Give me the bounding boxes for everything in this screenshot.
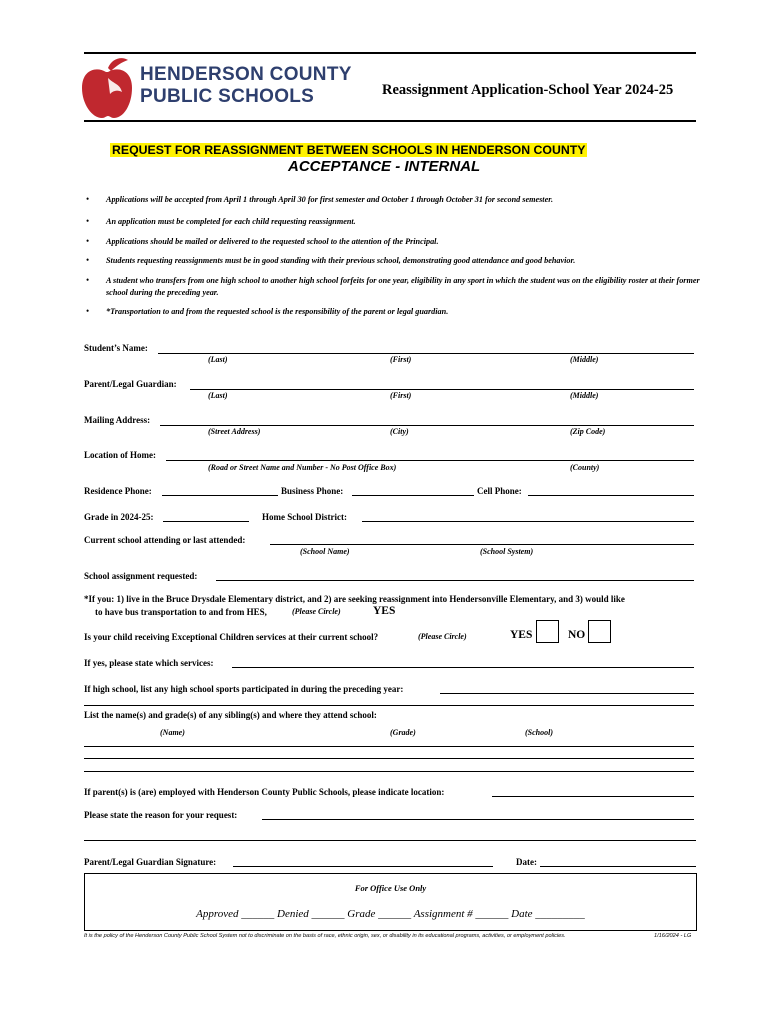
policy-statement: It is the policy of the Henderson County Public School System not to discriminate on the basis of race, ethnic origin, sex, or disability in its educational programs, activities, or employment policies. <box>84 933 566 939</box>
parent-guardian-field[interactable] <box>190 389 694 390</box>
current-school-field[interactable] <box>270 544 694 545</box>
sublabel-first: (First) <box>390 391 412 400</box>
main-heading: REQUEST FOR REASSIGNMENT BETWEEN SCHOOLS IN HENDERSON COUNTY <box>112 143 586 157</box>
ec-yes-checkbox[interactable] <box>536 620 559 643</box>
header-rule <box>84 120 696 122</box>
bullet-marker: • <box>86 275 90 285</box>
parent-guardian-label: Parent/Legal Guardian: <box>84 379 177 389</box>
location-home-field[interactable] <box>166 460 694 461</box>
location-home-label: Location of Home: <box>84 450 156 460</box>
bullet-item: Applications will be accepted from April 1 through April 30 for first semester and October 1 through October 31 for second semester. <box>106 195 553 204</box>
services-field[interactable] <box>232 667 694 668</box>
ec-no-label: NO <box>568 629 586 641</box>
sublabel-school: (School) <box>525 728 553 737</box>
home-school-district-field[interactable] <box>362 521 694 522</box>
sports-field-line2[interactable] <box>84 705 694 706</box>
business-phone-field[interactable] <box>352 495 474 496</box>
bullet-marker: • <box>86 194 90 204</box>
bullet-marker: • <box>86 255 90 265</box>
services-label: If yes, please state which services: <box>84 658 214 668</box>
sublabel-zip-code: (Zip Code) <box>570 427 606 436</box>
sublabel-middle: (Middle) <box>570 355 599 364</box>
sublabel-last: (Last) <box>208 391 228 400</box>
footer-code: 1/16/2024 - LG <box>654 933 692 939</box>
office-use-title: For Office Use Only <box>354 883 427 893</box>
home-school-district-label: Home School District: <box>262 512 347 522</box>
office-use-box <box>84 873 697 931</box>
bullet-item: A student who transfers from one high school to another high school forfeits for one year, eligibility in any sport in which the student was on the eligibility roster at their former school during the preceding year. <box>106 276 700 297</box>
sublabel-last: (Last) <box>208 355 228 364</box>
sublabel-road-street: (Road or Street Name and Number - No Post Office Box) <box>208 463 397 472</box>
sublabel-first: (First) <box>390 355 412 364</box>
school-assignment-field[interactable] <box>216 580 694 581</box>
exceptional-children-label: Is your child receiving Exceptional Children services at their current school? <box>84 632 379 642</box>
sub-heading: ACCEPTANCE - INTERNAL <box>288 158 481 175</box>
page-title: Reassignment Application-School Year 2024-25 <box>382 82 674 98</box>
parents-employed-field[interactable] <box>492 796 694 797</box>
sublabel-middle: (Middle) <box>570 391 599 400</box>
sibling-line[interactable] <box>84 758 694 759</box>
district-logo <box>78 56 358 120</box>
sports-label: If high school, list any high school sports participated in during the preceding year: <box>84 684 404 694</box>
ec-yes-label: YES <box>510 629 533 641</box>
cell-phone-label: Cell Phone: <box>477 486 522 496</box>
logo-text-line2: PUBLIC SCHOOLS <box>140 86 315 107</box>
top-rule <box>84 52 696 54</box>
office-use-line: Approved ______ Denied ______ Grade ______ Assignment # ______ Date _________ <box>196 908 585 920</box>
student-name-label: Student’s Name: <box>84 343 148 353</box>
ec-no-checkbox[interactable] <box>588 620 611 643</box>
reason-label: Please state the reason for your request: <box>84 810 238 820</box>
sublabel-street-address: (Street Address) <box>208 427 261 436</box>
reason-field-line2[interactable] <box>84 840 696 841</box>
siblings-label: List the name(s) and grade(s) of any sibling(s) and where they attend school: <box>84 710 377 720</box>
residence-phone-label: Residence Phone: <box>84 486 152 496</box>
sublabel-city: (City) <box>390 427 409 436</box>
sublabel-county: (County) <box>570 463 600 472</box>
sublabel-school-system: (School System) <box>480 547 534 556</box>
logo-text-line1: HENDERSON COUNTY <box>140 64 352 85</box>
bullet-marker: • <box>86 236 90 246</box>
bullet-marker: • <box>86 216 90 226</box>
student-name-field[interactable] <box>158 353 694 354</box>
bullet-item: *Transportation to and from the requested school is the responsibility of the parent or legal guardian. <box>106 307 449 316</box>
please-circle-note: (Please Circle) <box>292 607 341 616</box>
grade-label: Grade in 2024-25: <box>84 512 154 522</box>
sublabel-school-name: (School Name) <box>300 547 350 556</box>
sublabel-name: (Name) <box>160 728 185 737</box>
bus-transport-question-line1: *If you: 1) live in the Bruce Drysdale Elementary district, and 2) are seeking reassignment into Hendersonville Elementary, and 3) would like <box>84 594 625 604</box>
parents-employed-label: If parent(s) is (are) employed with Henderson County Public Schools, please indicate location: <box>84 787 445 797</box>
bullet-marker: • <box>86 306 90 316</box>
bullet-item: An application must be completed for each child requesting reassignment. <box>106 217 356 226</box>
bus-transport-question-line2: to have bus transportation to and from HES, <box>95 607 267 617</box>
please-circle-note: (Please Circle) <box>418 632 467 641</box>
bullet-item: Students requesting reassignments must be in good standing with their previous school, demonstrating good attendance and good behavior. <box>106 256 576 265</box>
reason-field[interactable] <box>262 819 694 820</box>
grade-field[interactable] <box>163 521 249 522</box>
bus-yes-option[interactable]: YES <box>373 605 396 617</box>
cell-phone-field[interactable] <box>528 495 694 496</box>
bullet-item: Applications should be mailed or delivered to the requested school to the attention of the Principal. <box>106 237 439 246</box>
current-school-label: Current school attending or last attended: <box>84 535 246 545</box>
residence-phone-field[interactable] <box>162 495 278 496</box>
apple-icon <box>78 56 134 122</box>
mailing-address-field[interactable] <box>160 425 694 426</box>
sibling-line[interactable] <box>84 746 694 747</box>
business-phone-label: Business Phone: <box>281 486 344 496</box>
date-field[interactable] <box>540 866 696 867</box>
date-label: Date: <box>516 857 537 867</box>
sublabel-grade: (Grade) <box>390 728 416 737</box>
sibling-line[interactable] <box>84 771 694 772</box>
mailing-address-label: Mailing Address: <box>84 415 151 425</box>
sports-field[interactable] <box>440 693 694 694</box>
school-assignment-label: School assignment requested: <box>84 571 198 581</box>
signature-label: Parent/Legal Guardian Signature: <box>84 857 217 867</box>
signature-field[interactable] <box>233 866 493 867</box>
